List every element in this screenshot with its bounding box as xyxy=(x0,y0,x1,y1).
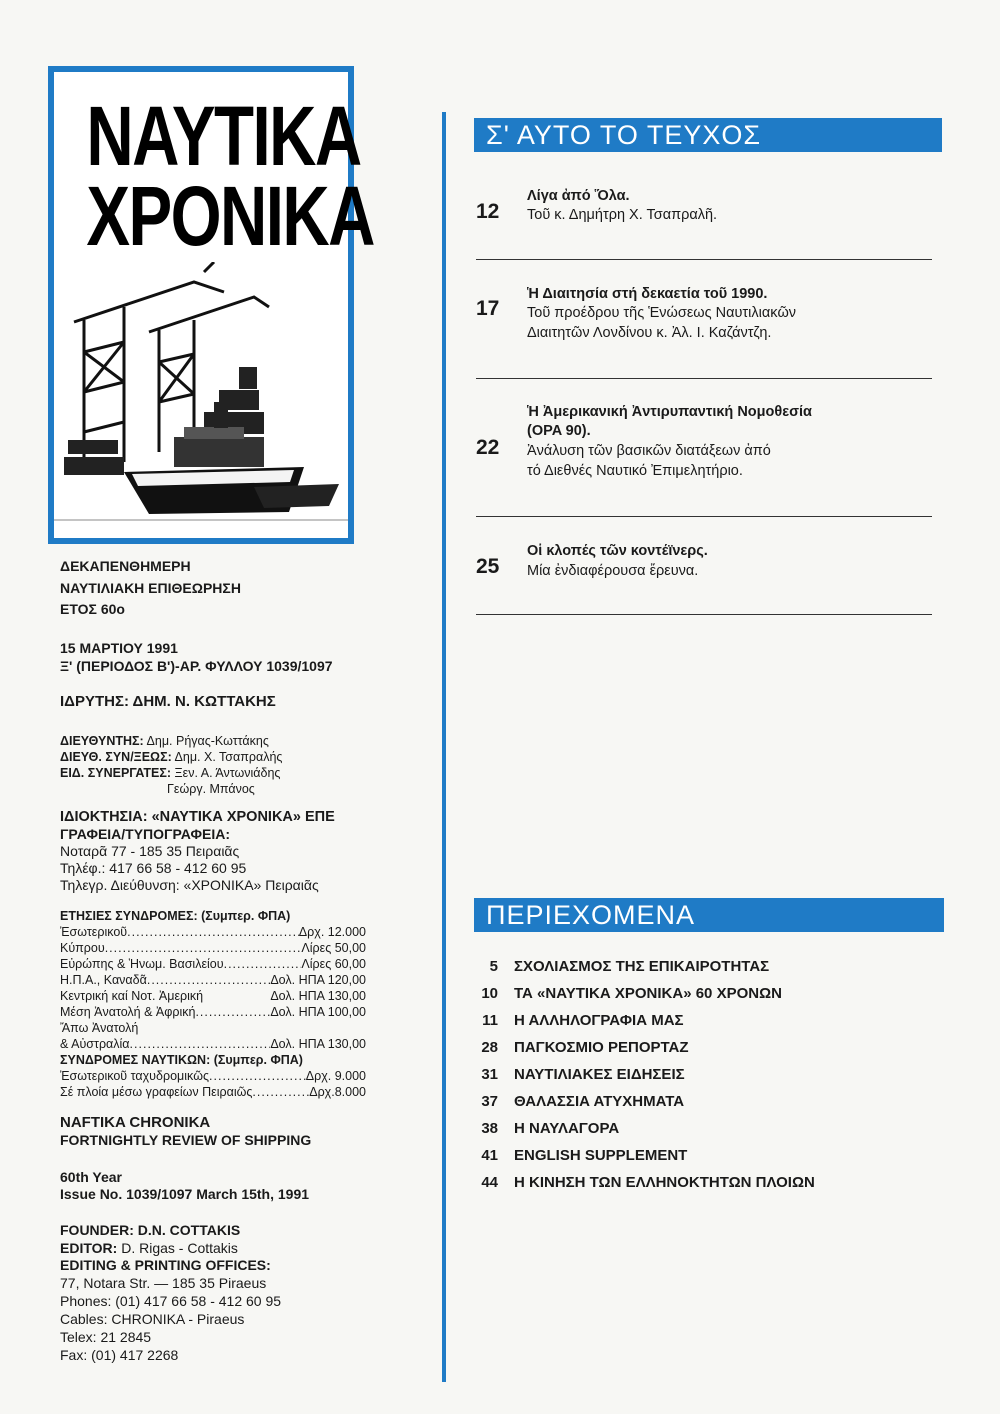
feature-page: 17 xyxy=(476,297,500,320)
subscription-row xyxy=(60,988,366,1004)
contents-page: 11 xyxy=(482,1012,498,1029)
english-founder: FOUNDER: D.N. COTTAKIS xyxy=(60,1222,241,1238)
editor-label: ΔΙΕΥΘ. ΣΥΝ/ΞΕΩΣ: xyxy=(60,750,172,764)
contents-page: 37 xyxy=(481,1093,498,1110)
offices-label: ΓΡΑΦΕΙΑ/ΤΥΠΟΓΡΑΦΕΙΑ: xyxy=(60,826,230,842)
subscription-value: Δολ. ΗΠΑ 130,00 xyxy=(270,989,366,1003)
contents-page: 38 xyxy=(481,1120,498,1137)
english-year: 60th Year xyxy=(60,1169,123,1185)
subscription-label: Εὐρώπης & Ἡνωμ. Βασιλείου xyxy=(60,957,224,971)
far-east-label: Ἄπω Ἀνατολή xyxy=(60,1021,139,1035)
subscriptions-title: ΕΤΗΣΙΕΣ ΣΥΝΔΡΟΜΕΣ: (Συμπερ. ΦΠΑ) xyxy=(60,909,291,923)
cover-masthead-line1: ΝΑΥΤΙΚΑ xyxy=(86,89,361,183)
subscription-label: Ἐσωτερικοῦ ταχυδρομικῶς xyxy=(60,1069,210,1083)
feature-page: 12 xyxy=(476,200,500,223)
english-cables: Cables: CHRONIKA - Piraeus xyxy=(60,1311,245,1327)
contents-page: 31 xyxy=(481,1066,498,1083)
ownership: ΙΔΙΟΚΤΗΣΙΑ: «ΝΑΥΤΙΚΑ ΧΡΟΝΙΚΑ» ΕΠΕ xyxy=(60,809,335,825)
english-phones: Phones: (01) 417 66 58 - 412 60 95 xyxy=(60,1293,282,1309)
contents-title: ΠΑΓΚΟΣΜΙΟ ΡΕΠΟΡΤΑΖ xyxy=(514,1039,689,1056)
subscription-value: Δρχ. 9.000 xyxy=(305,1069,366,1083)
publication-type-line1: ΔΕΚΑΠΕΝΘΗΜΕΡΗ xyxy=(60,558,191,574)
contents-title: Η ΚΙΝΗΣΗ ΤΩΝ ΕΛΛΗΝΟΚΤΗΤΩΝ ΠΛΟΙΩΝ xyxy=(514,1174,815,1191)
english-offices: EDITING & PRINTING OFFICES: xyxy=(60,1257,271,1273)
english-editor-label: EDITOR: xyxy=(60,1240,118,1256)
contents-header: ΠΕΡΙΕΧΟΜΕΝΑ xyxy=(474,898,944,932)
publication-type-line2: ΝΑΥΤΙΛΙΑΚΗ ΕΠΙΘΕΩΡΗΣΗ xyxy=(60,580,241,596)
publication-year: ΕΤΟΣ 60ο xyxy=(60,601,125,617)
director-line xyxy=(60,733,269,749)
english-address: 77, Notara Str. — 185 35 Piraeus xyxy=(60,1275,267,1291)
feature-headline: Οἱ κλοπές τῶν κοντέϊνερς. xyxy=(527,543,708,559)
feature-separator xyxy=(476,378,932,379)
cover-harbor-photo xyxy=(54,262,348,538)
subscription-row xyxy=(60,956,366,972)
contents-title: ΣΧΟΛΙΑΣΜΟΣ ΤΗΣ ΕΠΙΚΑΙΡΟΤΗΤΑΣ xyxy=(514,958,770,975)
subscription-label: Κύπρου xyxy=(60,941,105,955)
in-this-issue-header: Σ' ΑΥΤΟ ΤΟ ΤΕΥΧΟΣ xyxy=(474,118,942,152)
feature-separator xyxy=(476,516,932,517)
editor-name: Δημ. Χ. Τσαπραλής xyxy=(174,750,283,764)
subscription-row xyxy=(60,940,366,956)
subscription-value: Δολ. ΗΠΑ 100,00 xyxy=(270,1005,366,1019)
english-issue: Issue No. 1039/1097 March 15th, 1991 xyxy=(60,1186,310,1202)
contents-title: Η ΑΛΛΗΛΟΓΡΑΦΙΑ ΜΑΣ xyxy=(514,1012,684,1029)
contributors-label: ΕΙΔ. ΣΥΝΕΡΓΑΤΕΣ: xyxy=(60,766,172,780)
english-name: NAFTIKA CHRONIKA xyxy=(60,1114,211,1131)
feature-line: Τοῦ κ. Δημήτρη Χ. Τσαπραλῆ. xyxy=(527,207,718,223)
english-editor-line xyxy=(60,1240,238,1257)
subscription-label: Σέ πλοία μέσω γραφείων Πειραιῶς xyxy=(60,1085,253,1099)
magazine-cover xyxy=(48,66,374,544)
contents-page: 5 xyxy=(489,958,498,975)
issue-date: 15 ΜΑΡΤΙΟΥ 1991 xyxy=(60,640,178,656)
director-label: ΔΙΕΥΘΥΝΤΗΣ: xyxy=(60,734,144,748)
subscription-label: Ἐσωτερικοῦ xyxy=(60,925,128,939)
subscription-row xyxy=(60,1036,366,1052)
feature-headline: Ἡ Διαιτησία στή δεκαετία τοῦ 1990. xyxy=(527,286,768,302)
shipping-subscriptions-title: ΣΥΝΔΡΟΜΕΣ ΝΑΥΤΙΚΩΝ: (Συμπερ. ΦΠΑ) xyxy=(60,1053,303,1067)
feature-line: Διαιτητῶν Λονδίνου κ. Ἀλ. Ι. Καζάντζη. xyxy=(527,325,772,341)
feature-line: Μία ἐνδιαφέρουσα ἔρευνα. xyxy=(527,563,699,579)
contents-page: 41 xyxy=(481,1147,498,1164)
subscription-value: Δολ. ΗΠΑ 120,00 xyxy=(270,973,366,987)
subscription-value: Δολ. ΗΠΑ 130,00 xyxy=(270,1037,366,1051)
feature-line: τό Διεθνές Ναυτικό Ἐπιμελητήριο. xyxy=(527,463,743,479)
contents-title: ENGLISH SUPPLEMENT xyxy=(514,1147,688,1164)
feature-headline: Λίγα ἀπό Ὅλα. xyxy=(527,188,630,204)
contributors-line xyxy=(60,765,280,781)
english-tagline: FORTNIGHTLY REVIEW OF SHIPPING xyxy=(60,1132,312,1148)
subscription-row xyxy=(60,924,366,940)
subscription-value: Λίρες 50,00 xyxy=(301,941,366,955)
subscription-value: Λίρες 60,00 xyxy=(301,957,366,971)
contents-title: ΤΑ «ΝΑΥΤΙΚΑ ΧΡΟΝΙΚΑ» 60 ΧΡΟΝΩΝ xyxy=(514,985,782,1002)
contents-page: 44 xyxy=(481,1174,498,1191)
subscription-label: Κεντρική καί Νοτ. Ἀμερική xyxy=(60,989,204,1003)
feature-line: Ἀνάλυση τῶν βασικῶν διατάξεων ἀπό xyxy=(527,443,771,459)
founder-greek: ΙΔΡΥΤΗΣ: ΔΗΜ. Ν. ΚΩΤΤΑΚΗΣ xyxy=(60,693,276,710)
editor-line xyxy=(60,749,282,765)
contents-page: 10 xyxy=(481,985,498,1002)
subscription-row xyxy=(60,972,366,988)
english-editor: D. Rigas - Cottakis xyxy=(121,1240,238,1256)
cover-masthead-line2: ΧΡΟΝΙΚΑ xyxy=(86,169,374,263)
feature-headline-cont: (OPA 90). xyxy=(527,423,591,439)
contributor-1: Ξεν. Α. Άντωνιάδης xyxy=(174,766,281,780)
contents-page: 28 xyxy=(481,1039,498,1056)
english-telex: Telex: 21 2845 xyxy=(60,1329,152,1345)
english-fax: Fax: (01) 417 2268 xyxy=(60,1347,179,1363)
subscription-row xyxy=(60,1004,366,1020)
contents-title: Η ΝΑΥΛΑΓΟΡΑ xyxy=(514,1120,620,1137)
subscription-row xyxy=(60,1084,366,1100)
subscription-row xyxy=(60,1068,366,1084)
director-name: Δημ. Ρήγας-Κωττάκης xyxy=(146,734,269,748)
subscription-value: Δρχ. 12.000 xyxy=(298,925,366,939)
contents-title: ΘΑΛΑΣΣΙΑ ΑΤΥΧΗΜΑΤΑ xyxy=(514,1093,685,1110)
subscription-label: & Αὐστραλία xyxy=(60,1037,130,1051)
feature-separator xyxy=(476,614,932,615)
feature-separator xyxy=(476,259,932,260)
feature-headline: Ἡ Ἀμερικανική Ἀντιρυπαντική Νομοθεσία xyxy=(527,404,812,420)
feature-page: 22 xyxy=(476,436,500,459)
feature-line: Τοῦ προέδρου τῆς Ἑνώσεως Ναυτιλιακῶν xyxy=(527,305,797,321)
greek-phone: Τηλέφ.: 417 66 58 - 412 60 95 xyxy=(60,860,247,876)
column-divider xyxy=(442,112,446,1382)
subscription-label: Μέση Ἀνατολή & Ἀφρική xyxy=(60,1005,196,1019)
contributor-2: Γεώργ. Μπάνος xyxy=(167,782,255,796)
greek-telegram: Τηλεγρ. Διεύθυνση: «ΧΡΟΝΙΚΑ» Πειραιᾶς xyxy=(60,877,319,893)
issue-number: Ξ' (ΠΕΡΙΟΔΟΣ Β')-ΑΡ. ΦΥΛΛΟΥ 1039/1097 xyxy=(60,658,333,674)
subscription-value: Δρχ.8.000 xyxy=(309,1085,366,1099)
subscription-label: Η.Π.Α., Καναδᾶ xyxy=(60,973,147,987)
greek-address: Νοταρᾶ 77 - 185 35 Πειραιᾶς xyxy=(60,843,240,859)
contents-title: ΝΑΥΤΙΛΙΑΚΕΣ ΕΙΔΗΣΕΙΣ xyxy=(514,1066,685,1083)
feature-page: 25 xyxy=(476,555,500,578)
